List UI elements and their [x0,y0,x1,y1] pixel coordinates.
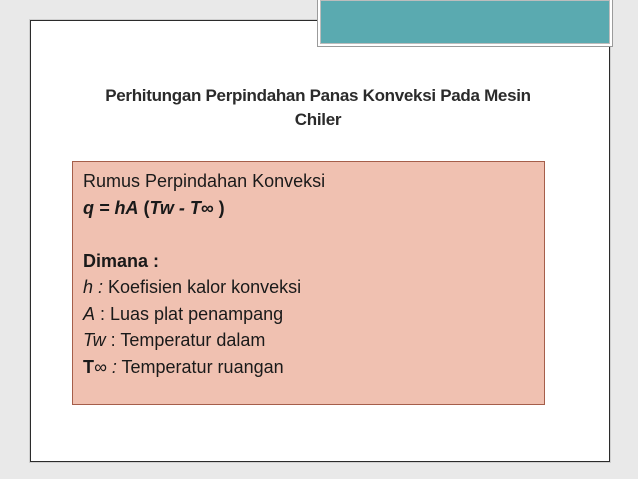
title-line-2: Chiler [294,110,342,129]
definition-symbol: h : [83,277,104,297]
definition-symbol-bold: T [83,356,94,377]
definition-tinf [83,354,534,381]
definition-tw [83,327,534,354]
definition-symbol-rest: ∞ : [94,356,117,377]
formula-box [72,161,545,405]
definition-a [83,301,534,328]
formula [83,195,534,222]
where-label: Dimana : [83,250,160,271]
definition-text: : Luas plat penampang [95,303,284,324]
definition-text: : Temperatur dalam [105,330,266,350]
formula-open: ( [138,197,150,218]
box-heading: Rumus Perpindahan Konveksi [83,171,326,191]
definition-text: Temperatur ruangan [116,356,284,377]
definition-symbol: Tw [83,330,106,350]
accent-bar [320,0,610,44]
title-line-1: Perhitungan Perpindahan Panas Konveksi Pada Mesin [105,86,531,105]
slide-title [60,84,576,132]
spacer [83,221,534,248]
formula-close: ) [213,197,225,218]
definition-text: Koefisien kalor konveksi [103,277,302,297]
formula-inner: Tw - T∞ [149,197,214,218]
definition-h [83,274,534,301]
formula-lhs: q = hA [83,197,139,218]
definition-symbol: A [83,303,96,324]
